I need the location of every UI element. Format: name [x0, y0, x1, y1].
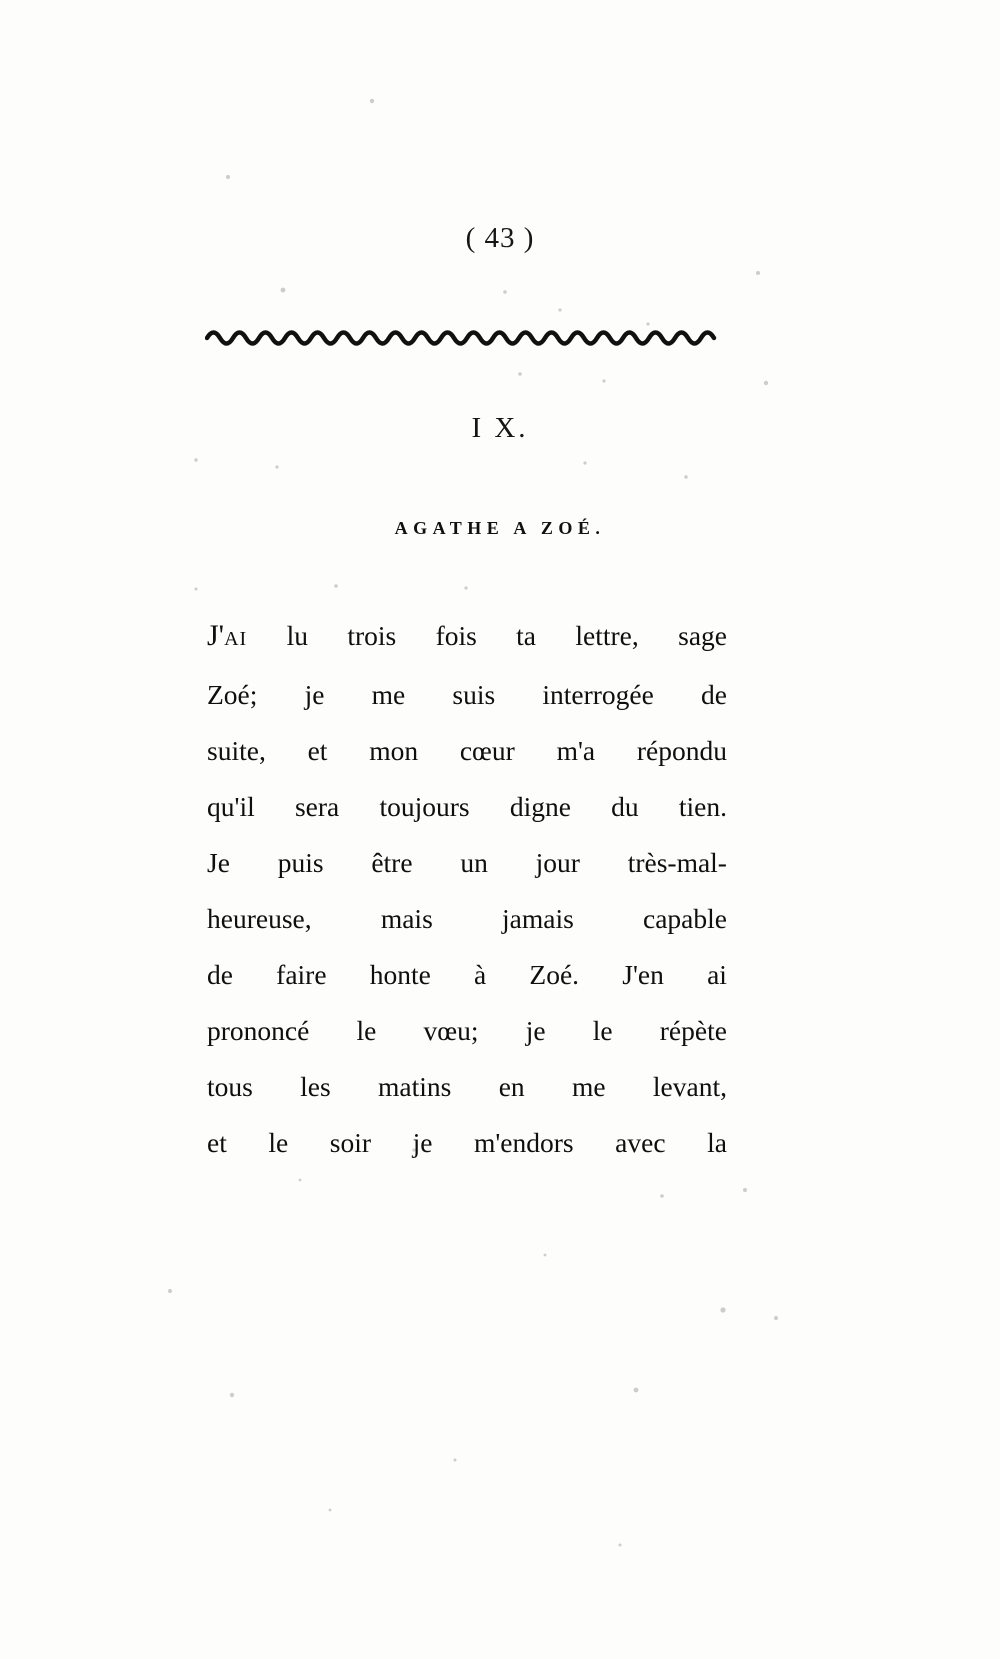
word: ta: [516, 620, 537, 651]
text-line: [207, 1059, 727, 1115]
word: toujours: [379, 791, 470, 822]
word: Je: [207, 847, 230, 878]
wavy-rule-ornament: [205, 322, 725, 352]
word: le: [592, 1015, 613, 1046]
word: un: [460, 847, 488, 878]
page-number: ( 43 ): [465, 222, 535, 254]
word: la: [707, 1127, 727, 1158]
text-line: [207, 891, 727, 947]
word: levant,: [652, 1071, 727, 1102]
word: vœu;: [423, 1015, 479, 1046]
word: me: [371, 679, 406, 710]
text-line: [207, 835, 727, 891]
word: jamais: [502, 903, 574, 934]
letter-paragraph: [207, 608, 727, 1171]
word: m'endors: [473, 1127, 574, 1158]
letter-body: [207, 608, 727, 1171]
word: fois: [435, 620, 477, 651]
word: prononcé: [207, 1015, 310, 1046]
word: je: [525, 1015, 546, 1046]
word: en: [498, 1071, 525, 1102]
text-line: [207, 723, 727, 779]
word: suis: [452, 679, 496, 710]
word: matins: [378, 1071, 452, 1102]
word: Zoé;: [207, 679, 258, 710]
word: mais: [380, 903, 433, 934]
word: les: [300, 1071, 331, 1102]
word: suite,: [207, 735, 266, 766]
word: me: [571, 1071, 606, 1102]
word: cœur: [459, 735, 515, 766]
word: du: [611, 791, 639, 822]
word: soir: [329, 1127, 372, 1158]
word: digne: [509, 791, 571, 822]
word: très-mal-: [627, 847, 727, 878]
text-line: [207, 779, 727, 835]
word: de: [207, 959, 233, 990]
word: répète: [659, 1015, 727, 1046]
word: interrogée: [542, 679, 654, 710]
text-line: [207, 947, 727, 1003]
word: le: [268, 1127, 289, 1158]
word: à: [474, 959, 487, 990]
word: J'en: [622, 959, 664, 990]
word: être: [371, 847, 413, 878]
text-line: [207, 667, 727, 723]
word: le: [356, 1015, 377, 1046]
text-line: [207, 1115, 727, 1171]
word: heureuse,: [207, 903, 312, 934]
word: tous: [207, 1071, 253, 1102]
word: Zoé.: [529, 959, 580, 990]
word: avec: [615, 1127, 666, 1158]
word: jour: [535, 847, 580, 878]
text-line: [207, 608, 727, 667]
letter-heading: AGATHE A ZOÉ.: [394, 518, 606, 538]
section-number: I X.: [471, 412, 529, 444]
word: et: [207, 1127, 227, 1158]
word: répondu: [636, 735, 727, 766]
word: de: [701, 679, 727, 710]
word: trois: [347, 620, 397, 651]
word: sera: [294, 791, 340, 822]
word: mon: [369, 735, 419, 766]
word: sage: [678, 620, 727, 651]
word: m'a: [556, 735, 596, 766]
word: ai: [707, 959, 727, 990]
word: je: [304, 679, 325, 710]
word: je: [412, 1127, 433, 1158]
word: lu: [286, 620, 308, 651]
word: tien.: [678, 791, 727, 822]
text-line: [207, 1003, 727, 1059]
word: honte: [369, 959, 431, 990]
word: qu'il: [207, 791, 255, 822]
word: lettre,: [575, 620, 639, 651]
word: puis: [277, 847, 324, 878]
word: faire: [276, 959, 327, 990]
word: J'AI: [207, 619, 248, 652]
word: et: [307, 735, 328, 766]
word: capable: [643, 903, 727, 934]
